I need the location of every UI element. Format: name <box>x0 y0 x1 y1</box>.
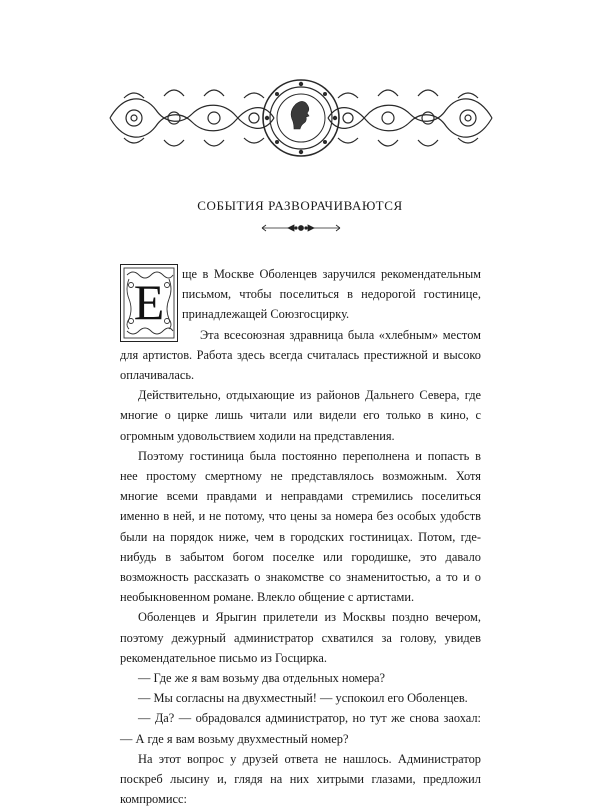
dropcap <box>120 264 178 342</box>
dialogue-line: — Да? — обрадовался администратор, но тут же снова заохал: — А где я вам возьму двухместный номер? <box>120 711 481 746</box>
dialogue-line: — Мы согласны на двухместный! — успокоил его Оболенцев. <box>138 691 468 706</box>
header-ornament-graphic <box>104 74 498 162</box>
medallion-portrait-ornament-icon <box>104 74 498 162</box>
chapter-body <box>120 264 481 809</box>
chapter-title: СОБЫТИЯ РАЗВОРАЧИВАЮТСЯ <box>197 198 403 213</box>
dialogue-line: — Где же я вам возьму два отдельных номера? <box>138 671 386 686</box>
paragraph: На этот вопрос у друзей ответа не нашлось. Администратор поскреб лысину и, глядя на них хитрыми глазами, предложил компромисс: <box>120 751 481 807</box>
paragraph: Поэтому гостиница была постоянно переполнена и попасть в нее простому смертному не представлялось возможным. Хотя многие всеми правдами и неправдами стремились поселиться именно в ней, и не потому, что цены за номера без особых удобств были на порядок ниже, чем в городских гостиницах. Потом, где-нибудь в забытом богом поселке или городишке, это давало возможность рассказать о знакомстве со знаменитостью, а то и о необыкновенном романе. Влекло общение с артистами. <box>120 448 481 605</box>
flourish-divider-icon <box>258 221 344 233</box>
paragraph: Оболенцев и Ярыгин прилетели из Москвы поздно вечером, поэтому дежурный администратор схватился за голову, увидев рекомендательное письмо из Госцирка. <box>120 610 481 665</box>
paragraph: ще в Москве Оболенцев заручился рекомендательным письмом, чтобы поселиться в недорогой гостинице, принадлежащей Союзгосцирку. <box>182 267 481 322</box>
paragraph: Эта всесоюзная здравница была «хлебным» местом для артистов. Работа здесь всегда считалась престижной и высоко оплачивалась. <box>120 327 481 383</box>
paragraph: Действительно, отдыхающие из районов Дальнего Севера, где многие о цирке лишь читали или видели его только в кино, с огромным удовольствием ходили на представления. <box>120 388 481 443</box>
dropcap-letter: Е <box>133 274 165 330</box>
